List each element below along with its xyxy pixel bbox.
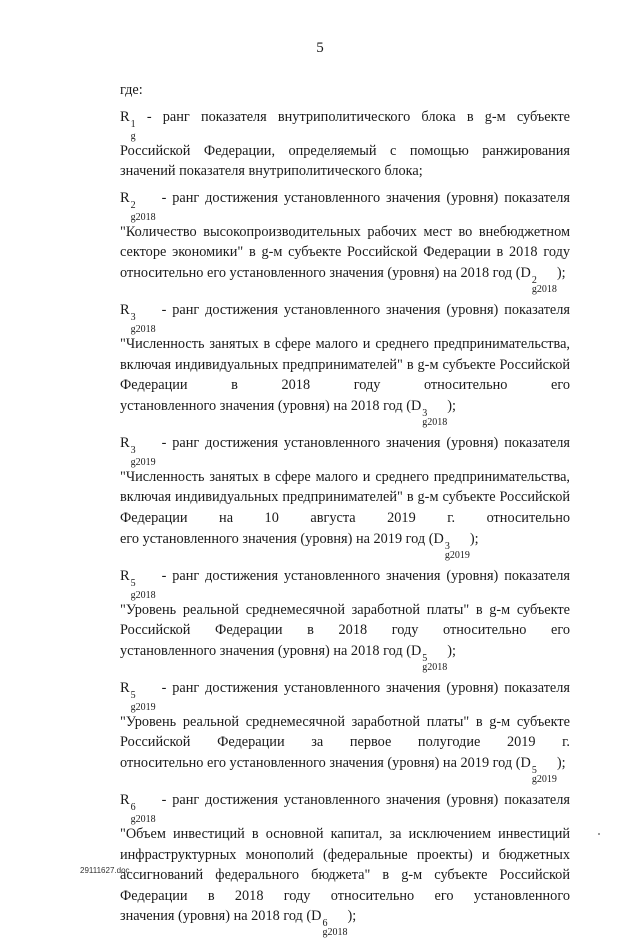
- rank-symbol-superscript: 5: [130, 577, 136, 589]
- rank-symbol-superscript: 2: [130, 199, 136, 211]
- target-value-text: относительно его установленного значения (уровня) на 2019 год (D: [120, 754, 531, 771]
- target-value-reference: [120, 530, 479, 561]
- rank-symbol-superscript: 1: [130, 118, 136, 130]
- d-superscript: 5: [531, 764, 537, 776]
- definition-entry: [80, 433, 570, 560]
- target-value-text: (уровня) на 2018 год (D: [387, 264, 531, 281]
- target-value-reference: [120, 754, 566, 785]
- d-superscript: 3: [422, 407, 428, 419]
- rank-symbol-subscript: g2019: [130, 701, 156, 713]
- rank-symbol: R 3 g2019: [120, 434, 156, 468]
- rank-symbol: R 6 g2018: [120, 791, 156, 825]
- target-value-reference: [120, 908, 357, 938]
- definition-entry: [80, 678, 570, 784]
- target-value-close: );: [447, 642, 457, 659]
- target-value-close: );: [347, 908, 357, 925]
- d-subscript: g2018: [422, 416, 448, 428]
- rank-symbol-subscript: g: [130, 130, 136, 142]
- rank-symbol-subscript: g2018: [130, 323, 156, 335]
- d-subscript: g2018: [531, 283, 557, 295]
- target-value-close: );: [556, 264, 566, 281]
- d-superscript: 5: [422, 652, 428, 664]
- definition-text: - ранг достижения установленного значения (уровня) показателя "Уровень реальной среднемесячной заработной платы" в g-м субъекте Российской Федерации за первое полугодие 2019 г.: [120, 679, 570, 751]
- rank-symbol-superscript: 3: [130, 311, 136, 323]
- definition-entry: [80, 790, 570, 937]
- rank-symbol: R 3 g2018: [120, 301, 156, 335]
- target-value-close: );: [556, 754, 566, 771]
- target-value-close: );: [469, 530, 479, 547]
- rank-symbol-superscript: 5: [130, 689, 136, 701]
- rank-symbol-superscript: 6: [130, 801, 136, 813]
- target-value-reference: [387, 264, 566, 295]
- d-superscript: 2: [531, 274, 537, 286]
- definition-text: - ранг показателя внутриполитического блока в g-м субъекте Российской Федерации, определяемый с помощью ранжирования значений показателя внутриполитического блока;: [120, 108, 571, 180]
- rank-symbol: R 1 g: [120, 108, 136, 142]
- target-value-text: значения (уровня) на 2018 год (D: [120, 908, 322, 925]
- definition-text: - ранг достижения установленного значения (уровня) показателя "Уровень реальной среднемесячной заработной платы" в g-м субъекте Российской Федерации в 2018 году относительно его: [120, 567, 570, 639]
- target-value-text: установленного значения (уровня) на 2018 год (D: [120, 397, 422, 414]
- d-subscript: g2018: [322, 927, 348, 938]
- footer-filename: 29111627.doc: [80, 866, 130, 875]
- rank-symbol-subscript: g2018: [130, 211, 156, 223]
- target-value-text: установленного значения (уровня) на 2018 год (D: [120, 642, 422, 659]
- definition-text: - ранг достижения установленного значения (уровня) показателя "Объем инвестиций в основной капитал, за исключением инвестиций инфраструктурных монополий (федеральные проекты) и бюджетных ассигнований федерального бюджета" в g-м субъекте Российской Федерации в 2018 году относительно его установленного: [120, 791, 570, 904]
- document-body: [80, 80, 570, 937]
- target-value-reference: [120, 642, 457, 673]
- d-subscript: g2019: [444, 549, 470, 561]
- definition-entry: [80, 188, 570, 294]
- rank-symbol-subscript: g2018: [130, 813, 156, 825]
- target-value-close: );: [447, 397, 457, 414]
- target-value-reference: [120, 397, 457, 428]
- d-subscript: g2019: [531, 773, 557, 785]
- d-superscript: 6: [322, 918, 328, 930]
- rank-symbol: R 5 g2019: [120, 679, 156, 713]
- scan-speck: [598, 833, 600, 835]
- d-subscript: g2018: [422, 661, 448, 673]
- definition-entry: [80, 566, 570, 672]
- page-number: 5: [316, 40, 324, 56]
- d-superscript: 3: [444, 540, 450, 552]
- intro-where: где:: [120, 82, 143, 98]
- definition-text: - ранг достижения установленного значения (уровня) показателя "Численность занятых в сфере малого и среднего предпринимательства, включая индивидуальных предпринимателей" в g-м субъекте Российской Федерации на 10 августа 2019 г. относительно: [120, 434, 570, 526]
- definition-entry: [80, 300, 570, 427]
- rank-symbol-subscript: g2018: [130, 589, 156, 601]
- rank-symbol-superscript: 3: [130, 444, 136, 456]
- rank-symbol-subscript: g2019: [130, 456, 156, 468]
- rank-symbol: R 5 g2018: [120, 567, 156, 601]
- definition-text: - ранг достижения установленного значения (уровня) показателя "Количество высокопроизводительных рабочих мест во внебюджетном секторе экономики" в g-м субъекте Российской Федерации в 2018 году относительно его установленного значения: [120, 189, 570, 281]
- rank-symbol: R 2 g2018: [120, 189, 156, 223]
- definition-entry: [80, 107, 570, 182]
- definition-text: - ранг достижения установленного значения (уровня) показателя "Численность занятых в сфере малого и среднего предпринимательства, включая индивидуальных предпринимателей" в g-м субъекте Российской Федерации в 2018 году относительно его: [120, 301, 570, 394]
- target-value-text: его установленного значения (уровня) на 2019 год (D: [120, 530, 444, 547]
